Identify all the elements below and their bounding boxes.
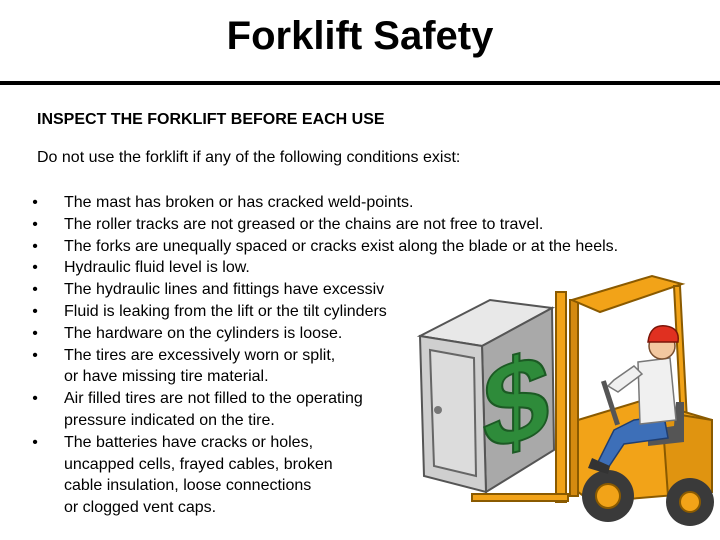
forklift-illustration (412, 270, 720, 540)
list-item-text: Air filled tires are not filled to the operating pressure indicated on the tire. (64, 390, 363, 429)
front-hub (596, 484, 620, 508)
dollar-symbol: $ (482, 326, 550, 477)
list-item (30, 192, 700, 214)
bullet: • (32, 390, 38, 408)
safe (420, 300, 554, 492)
bullet: • (32, 215, 38, 233)
rear-hub (680, 492, 700, 512)
operator-arm (608, 366, 642, 392)
bullet: • (32, 324, 38, 342)
list-item-text: The hardware on the cylinders is loose. (64, 324, 343, 342)
bullet: • (32, 302, 38, 320)
bullet: • (32, 346, 38, 364)
mast (556, 292, 566, 502)
list-item-text: Fluid is leaking from the lift or the tilt cylinders (64, 302, 387, 320)
bullet: • (32, 259, 38, 277)
intro-text: Do not use the forklift if any of the following conditions exist: (37, 149, 461, 166)
list-item-text: The tires are excessively worn or split, or have missing tire material. (64, 346, 336, 386)
list-item-text: The batteries have cracks or holes, uncapped cells, frayed cables, broken cable insulation, loose connections or clogged vent caps. (64, 433, 333, 517)
page-title: Forklift Safety (226, 14, 494, 58)
bullet: • (32, 194, 38, 211)
list-item-text: The hydraulic lines and fittings have excessiv (64, 281, 385, 299)
list-item (30, 214, 700, 236)
section-heading: INSPECT THE FORKLIFT BEFORE EACH USE (37, 111, 385, 128)
fork (472, 494, 568, 501)
safe-dial-icon (434, 406, 442, 414)
mast-rear (570, 300, 578, 496)
list-item-text: Hydraulic fluid level is low. (64, 259, 250, 277)
list-item-text: The roller tracks are not greased or the chains are not free to travel. (64, 215, 544, 233)
bullet: • (32, 237, 38, 255)
operator-shirt (638, 358, 676, 424)
list-item-text: The forks are unequally spaced or cracks exist along the blade or at the heels. (64, 237, 619, 255)
bullet: • (32, 433, 38, 451)
list-item (30, 236, 700, 258)
list-item-text: The mast has broken or has cracked weld-points. (64, 194, 414, 211)
title-divider (0, 81, 720, 85)
overhead-guard (572, 276, 682, 312)
helmet-icon (648, 326, 678, 342)
bullet: • (32, 281, 38, 299)
